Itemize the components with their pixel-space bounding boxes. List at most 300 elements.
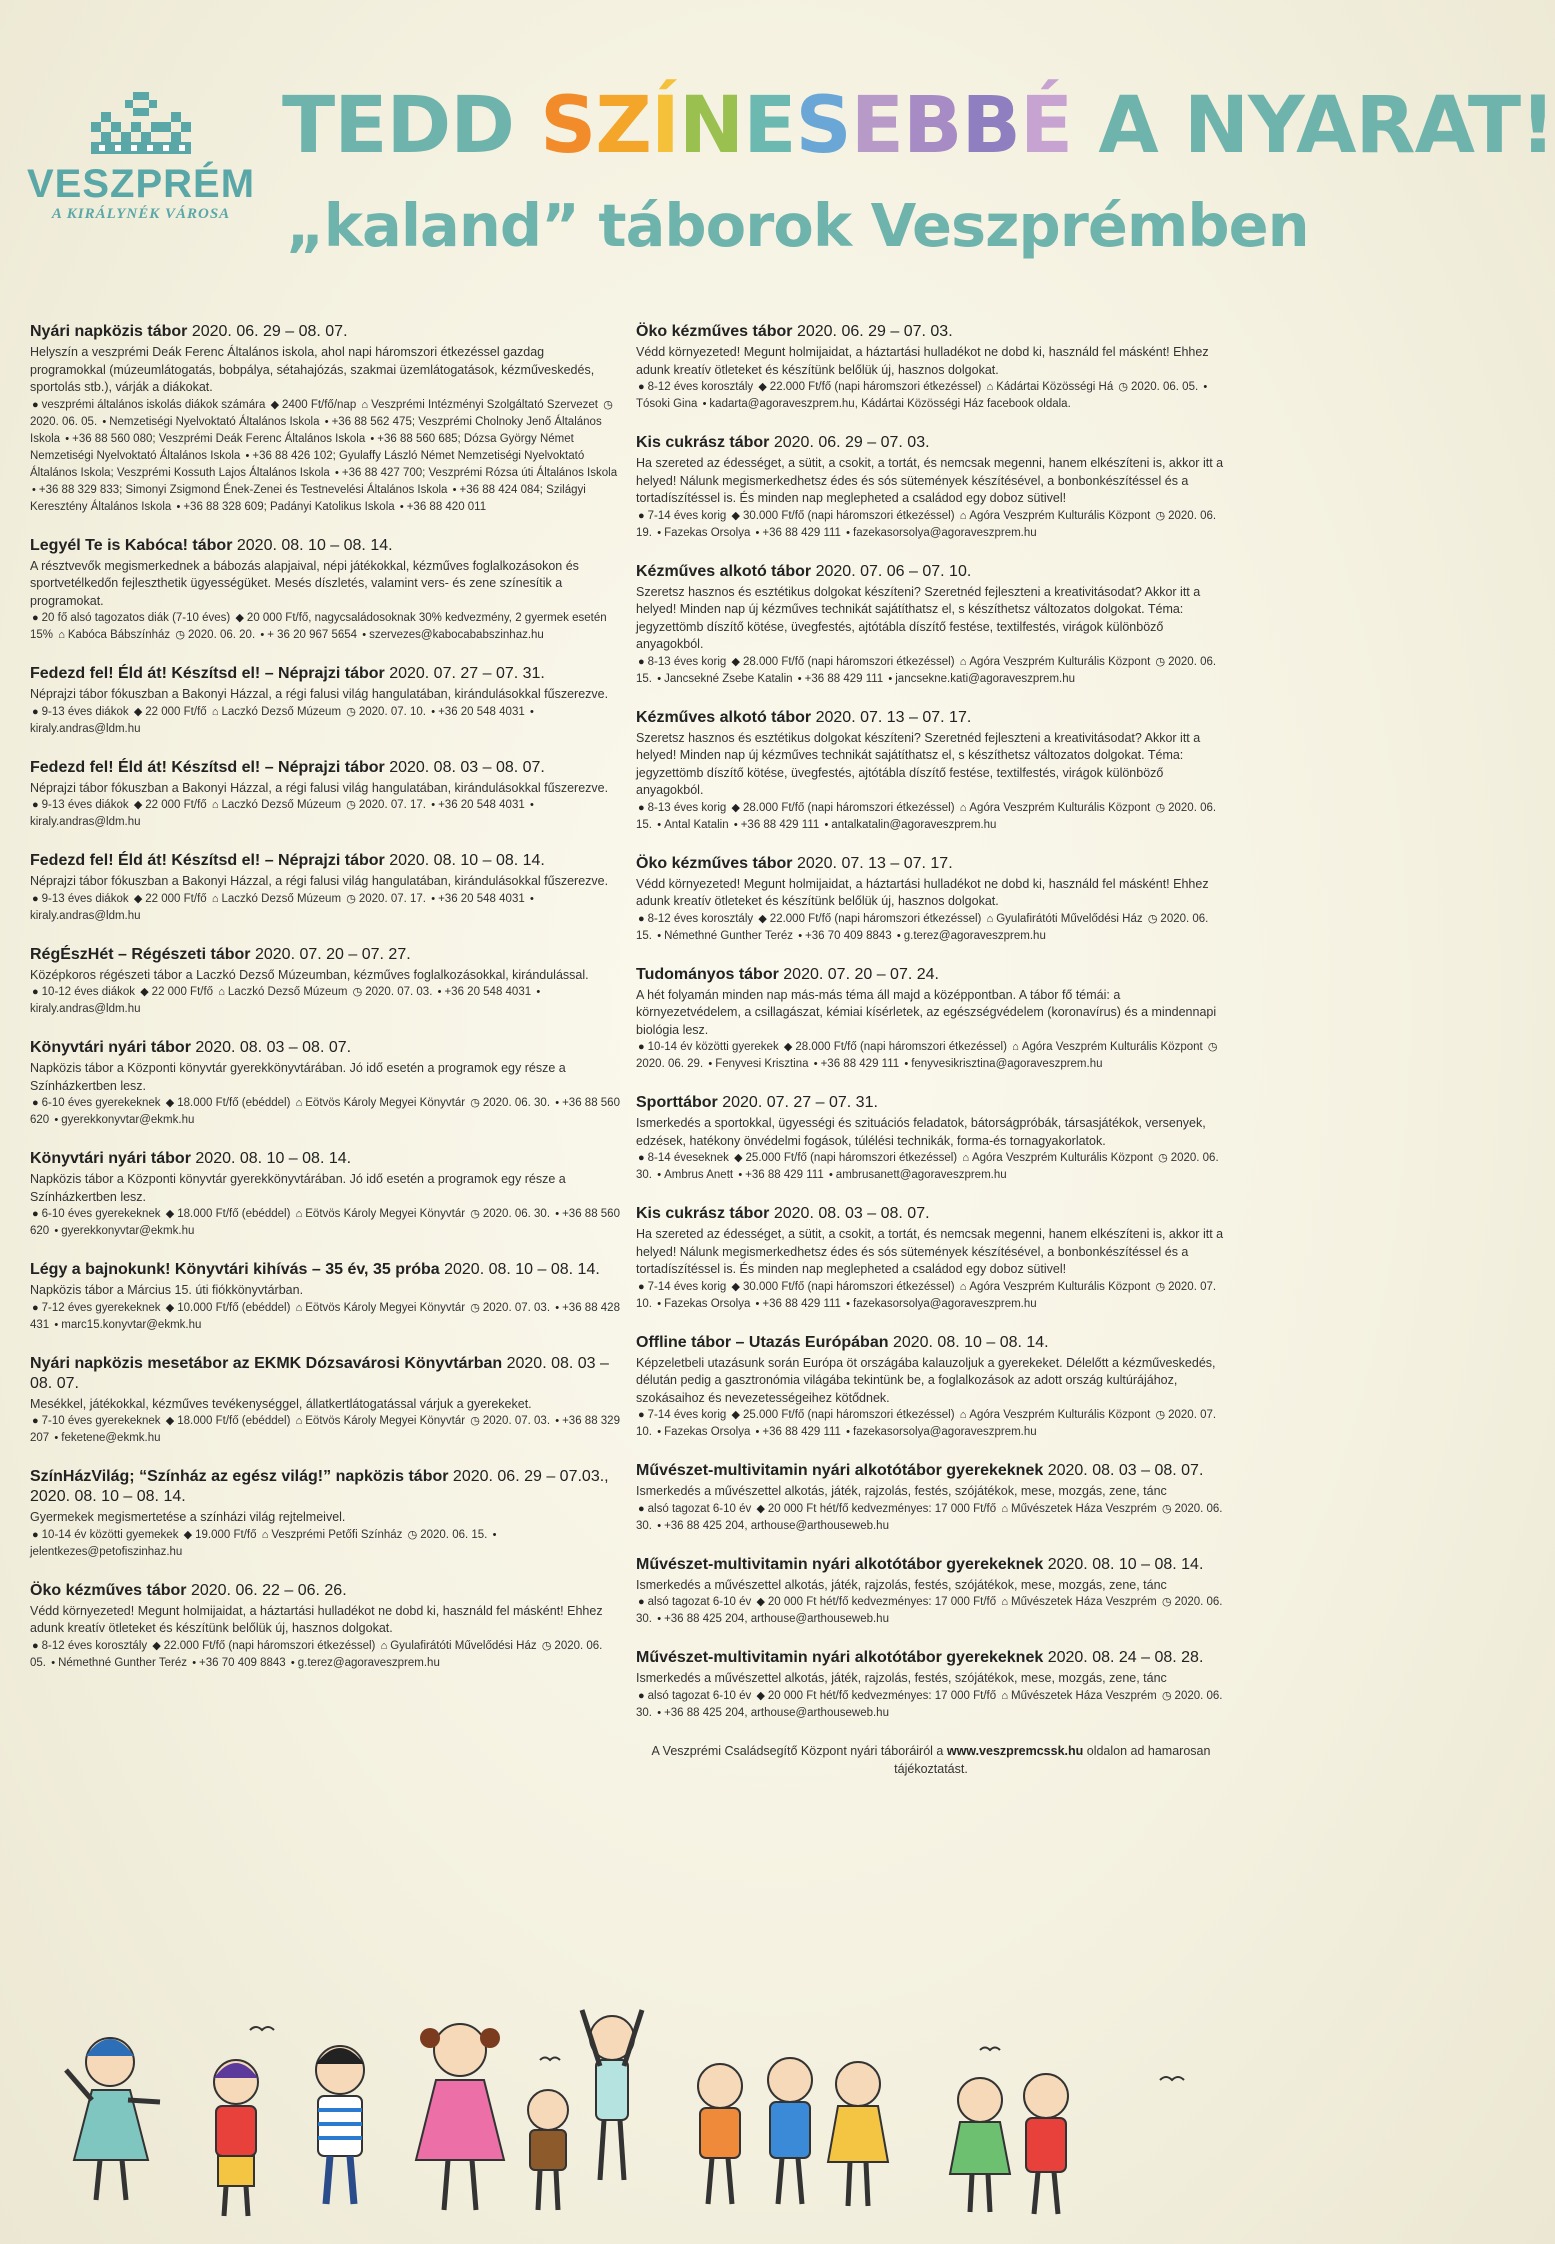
detail-value[interactable]: kadarta@agoraveszprem.hu, Kádártai Közösségi Ház facebook oldala. [709, 398, 1071, 410]
camp-date: 2020. 08. 03 – 08. 07. [1047, 1462, 1204, 1479]
detail-value[interactable]: kiraly.andras@ldm.hu [30, 1003, 141, 1015]
camp-date: 2020. 06. 29 – 07. 03. [773, 434, 930, 451]
detail-value: 8-12 éves korosztály [647, 381, 754, 393]
camp-date: 2020. 06. 22 – 06. 26. [190, 1581, 347, 1599]
headline-pre: TEDD [282, 81, 541, 171]
camp-title [30, 1467, 620, 1507]
left-column [30, 322, 620, 1692]
camp-name: Könyvtári nyári tábor [30, 1039, 191, 1056]
detail-icon: • [260, 629, 265, 641]
detail-value[interactable]: fenyvesikrisztina@agoraveszprem.hu [911, 1058, 1103, 1070]
detail-value: Művészetek Háza Veszprém [1011, 1596, 1157, 1608]
detail-value[interactable]: +36 88 425 204, arthouse@arthouseweb.hu [664, 1613, 889, 1625]
detail-value[interactable]: jelentkezes@petofiszinhaz.hu [30, 1545, 183, 1558]
headline-rainbow-word [540, 81, 1072, 171]
detail-icon: ◆ [165, 1301, 175, 1314]
camp-date: 2020. 07. 13 – 07. 17. [796, 854, 953, 872]
camp-details [636, 1039, 1226, 1073]
detail-value: Laczkó Dezső Múzeum [221, 705, 342, 718]
camp-details [30, 1095, 620, 1129]
detail-icon: ◆ [165, 1415, 175, 1427]
detail-icon: ◆ [758, 912, 767, 925]
detail-value: 22 000 Ft/fő [145, 892, 207, 905]
detail-icon: • [813, 1058, 818, 1070]
detail-icon: ⌂ [295, 1208, 303, 1220]
camp-description: Napközis tábor a Központi könyvtár gyerekkönyvtárában. Jó idő esetén a programok egy része a Színházkertben lesz. [30, 1061, 566, 1093]
detail-icon: ⌂ [986, 912, 994, 925]
camp-date: 2020. 07. 06 – 07. 10. [815, 562, 972, 580]
detail-icon: ● [32, 705, 39, 718]
detail-value[interactable]: antalkatalin@agoraveszprem.hu [831, 818, 997, 831]
camp-details [30, 704, 620, 738]
detail-value: Művészetek Háza Veszprém [1011, 1689, 1157, 1702]
detail-value: 2020. 07. 10. [358, 705, 427, 718]
camp-title [636, 854, 1226, 874]
detail-value: +36 88 429 111 [804, 672, 884, 685]
detail-value[interactable]: gyerekkonyvtar@ekmk.hu [61, 1225, 195, 1237]
detail-icon: ● [32, 1097, 39, 1109]
detail-icon: ● [32, 1301, 39, 1314]
camp-name: Légy a bajnokunk! Könyvtári kihívás – 35 év, 35 próba [30, 1261, 440, 1278]
detail-value: 2020. 06. 05. [30, 1639, 603, 1669]
detail-icon: • [492, 1528, 497, 1541]
detail-value[interactable]: gyerekkonyvtar@ekmk.hu [61, 1114, 195, 1126]
detail-value: 22 000 Ft/fő [145, 799, 207, 811]
detail-icon: ⌂ [361, 398, 369, 411]
detail-icon: • [437, 986, 442, 998]
detail-value: +36 70 409 8843 [199, 1656, 286, 1669]
detail-icon: • [54, 1114, 59, 1126]
camp-title [30, 945, 620, 965]
detail-icon: ◆ [756, 1689, 765, 1702]
camp-title [636, 1093, 1226, 1113]
camp-entry [30, 322, 620, 516]
camp-entry [30, 851, 620, 925]
detail-value: 2020. 07. 03. [482, 1301, 551, 1314]
detail-icon: ⌂ [211, 705, 219, 718]
detail-icon: ◆ [758, 381, 767, 393]
detail-value: +36 88 429 111 [745, 1169, 824, 1181]
detail-value: +36 88 428 431 [30, 1301, 620, 1331]
detail-value[interactable]: g.terez@agoraveszprem.hu [903, 929, 1046, 942]
camp-details [30, 1300, 620, 1334]
detail-icon: ⌂ [1012, 1041, 1019, 1053]
detail-value: 2020. 07. 03. [365, 986, 433, 998]
detail-icon: ◆ [783, 1041, 793, 1053]
detail-value: 8-12 éves korosztály [647, 912, 754, 925]
detail-value: Laczkó Dezső Múzeum [227, 986, 348, 998]
detail-value: 2020. 06. 15. [636, 655, 1217, 685]
detail-icon: ◷ [407, 1528, 418, 1541]
camp-description: Szeretsz hasznos és esztétikus dolgokat készíteni? Szeretnéd fejleszteni a kreativitásodat? Akkor itt a helyed! Minden nap új kézműves technikát sajátíthatsz el, s készíthetsz változatos dolgokat. Téma: jegyzettömb díszítő kötése, üvegfestés, ajtótábla díszítő festése, textilfestés, virágok különböző anyagokból. [636, 730, 1201, 797]
detail-icon: ● [638, 509, 645, 522]
camp-name: Művészet-multivitamin nyári alkotótábor gyerekeknek [636, 1555, 1044, 1573]
detail-icon: ◆ [165, 1097, 175, 1109]
camp-name: Fedezd fel! Éld át! Készítsd el! – Néprajzi tábor [30, 758, 385, 776]
camp-entry [636, 322, 1226, 413]
kid-figure [528, 2090, 568, 2210]
footer-link[interactable]: www.veszpremcssk.hu [946, 1743, 1084, 1758]
detail-icon: ● [32, 1415, 39, 1427]
detail-value: 2020. 06. 19. [636, 509, 1217, 539]
camp-details [636, 1279, 1226, 1313]
detail-value: 7-14 éves korig [647, 1409, 727, 1421]
detail-icon: ◷ [1147, 912, 1158, 925]
camp-description: Képzeletbeli utazásunk során Európa öt országába kalauzoljuk a gyerekeket. Délelőtt a kézműveskedés, délután pedig a gasztronómia világába tekintünk be, a foglalkozások az adott ország kultúrájához, szokásaihoz és nevezetességeihez kötődnek. [636, 1355, 1216, 1405]
detail-value: + 36 20 967 5654 [267, 629, 358, 641]
camp-name: Kézműves alkotó tábor [636, 562, 812, 580]
camp-name: Öko kézműves tábor [636, 854, 793, 872]
camp-description: Ha szereted az édességet, a sütit, a csokit, a tortát, és nemcsak megenni, hanem elkészíteni is, akkor itt a helyed! Nálunk megismerkedhetsz édes és sós sütemények készítésével, a bonbonkészítéssel és a tortadíszítéssel is. És minden nap meglepheted a családod egy doboz sütivel! [636, 1227, 1224, 1276]
camp-details [30, 797, 620, 831]
detail-value: 10.000 Ft/fő (ebéddel) [177, 1301, 291, 1314]
detail-value: +36 88 329 833; Simonyi Zsigmond Ének-Zenei és Testnevelési Általános Iskola [38, 483, 448, 496]
kid-figure [828, 2062, 888, 2206]
detail-value: 25.000 Ft/fő (napi háromszori étkezéssel) [745, 1152, 958, 1164]
detail-icon: ◷ [1155, 1409, 1166, 1421]
detail-icon: ◆ [152, 1639, 161, 1652]
camp-title [30, 322, 620, 342]
camp-title [636, 708, 1226, 728]
detail-value[interactable]: jancsekne.kati@agoraveszprem.hu [895, 672, 1076, 685]
camp-description: A résztvevők megismerkednek a bábozás alapjaival, népi játékokkal, kézműves foglalkozásokon és sportvetélkedőn fejleszthetik ügyességüket. Mesés díszletés, valamint vers- és zene színesítik a programokat. [30, 558, 579, 608]
detail-icon: • [1203, 381, 1208, 393]
detail-value: Kabóca Bábszínház [67, 629, 171, 641]
detail-value: 20 fő alsó tagozatos diák (7-10 éves) [41, 612, 231, 624]
camp-date: 2020. 08. 03 – 08. 07. [30, 1354, 609, 1392]
camp-description: Szeretsz hasznos és esztétikus dolgokat készíteni? Szeretnéd fejleszteni a kreativitásodat? Akkor itt a helyed! Minden nap új kézműves technikát sajátíthatsz el, s készíthetsz változatos dolgokat. Téma: jegyzettömb díszítő kötése, üvegfestés, ajtótábla díszítő festése, textilfestés, virágok különböző anyagokból. [636, 584, 1201, 651]
detail-icon: ⌂ [295, 1097, 303, 1109]
detail-icon: • [846, 526, 851, 539]
detail-icon: ◷ [470, 1208, 480, 1220]
camp-date: 2020. 06. 29 – 07. 03. [796, 323, 953, 340]
detail-icon: ● [638, 1041, 645, 1053]
detail-icon: • [657, 1169, 662, 1181]
camp-title [30, 1354, 620, 1394]
detail-icon: ● [638, 655, 645, 668]
detail-icon: ◷ [1155, 509, 1166, 522]
detail-value[interactable]: feketene@ekmk.hu [61, 1432, 161, 1444]
rainbow-letter: B [902, 81, 962, 171]
detail-icon: • [65, 432, 70, 445]
camp-title [30, 1038, 620, 1058]
detail-value: 2020. 06. 30. [636, 1502, 1223, 1532]
camp-title [30, 1149, 620, 1169]
detail-icon: ● [32, 892, 39, 905]
detail-value: Fazekas Orsolya [664, 1297, 751, 1310]
camp-name: Kézműves alkotó tábor [636, 708, 812, 726]
detail-icon: ◷ [603, 398, 613, 411]
detail-icon: ◆ [734, 1152, 743, 1164]
detail-value: 30.000 Ft/fő (napi háromszori étkezéssel) [742, 1280, 955, 1293]
camp-date: 2020. 08. 10 – 08. 14. [389, 852, 545, 869]
camp-date: 2020. 08. 24 – 08. 28. [1047, 1649, 1204, 1666]
camp-details [636, 1407, 1226, 1441]
detail-value: Agóra Veszprém Kulturális Központ [971, 1152, 1153, 1164]
detail-icon: • [245, 449, 250, 462]
detail-icon: • [896, 929, 901, 942]
detail-value: Fazekas Orsolya [664, 1426, 751, 1438]
camp-entry [30, 1149, 620, 1240]
detail-icon: ● [638, 801, 645, 814]
detail-icon: ⌂ [959, 801, 967, 814]
detail-value: +36 20 548 4031 [444, 986, 532, 998]
camp-entry [636, 708, 1226, 834]
detail-value[interactable]: szervezes@kabocababszinhaz.hu [369, 629, 544, 641]
camp-entry [636, 1461, 1226, 1535]
detail-value: Eötvös Károly Megyei Könyvtár [305, 1415, 466, 1427]
detail-value: Antal Katalin [664, 818, 729, 831]
detail-icon: • [888, 672, 893, 685]
detail-icon: ● [638, 1152, 645, 1164]
camp-date: 2020. 06. 29 – 07.03., 2020. 08. 10 – 08. 14. [30, 1468, 609, 1505]
camp-details [30, 1527, 620, 1561]
right-column [636, 322, 1226, 1778]
detail-icon: ● [638, 912, 645, 925]
detail-value[interactable]: g.terez@agoraveszprem.hu [297, 1656, 440, 1669]
detail-icon: • [529, 892, 534, 905]
detail-icon: • [555, 1208, 560, 1220]
detail-value[interactable]: fazekasorsolya@agoraveszprem.hu [853, 526, 1037, 539]
detail-icon: ◷ [346, 892, 356, 905]
camp-date: 2020. 08. 03 – 08. 07. [389, 758, 545, 776]
detail-icon: • [399, 500, 404, 513]
detail-value: +36 88 562 475; Veszprémi Cholnoky Jenő Általános Iskola [30, 415, 602, 445]
detail-icon: • [536, 986, 541, 998]
detail-icon: • [529, 705, 534, 718]
camp-entry [30, 758, 620, 832]
camp-date: 2020. 08. 10 – 08. 14. [892, 1333, 1049, 1351]
detail-icon: ◷ [470, 1301, 480, 1314]
camp-name: Sporttábor [636, 1094, 718, 1111]
detail-icon: ● [638, 381, 645, 393]
detail-value: 9-13 éves diákok [41, 892, 129, 905]
camp-description: Védd környezeted! Megunt holmijaidat, a háztartási hulladékot ne dobd ki, használd fel másként! Ehhez adunk kreatív ötleteket és készítünk belőlük új, hasznos dolgokat. [636, 345, 1209, 377]
camp-name: Művészet-multivitamin nyári alkotótábor gyerekeknek [636, 1649, 1044, 1666]
detail-value[interactable]: kiraly.andras@ldm.hu [30, 722, 141, 735]
detail-value[interactable]: fazekasorsolya@agoraveszprem.hu [853, 1297, 1037, 1310]
camp-entry [30, 1038, 620, 1129]
detail-icon: • [555, 1097, 560, 1109]
detail-icon: • [828, 1169, 833, 1181]
camp-title [30, 664, 620, 684]
logo-tagline: A KIRÁLYNÉK VÁROSA [51, 206, 231, 222]
detail-value: 2020. 07. 17. [358, 799, 427, 811]
detail-icon: ● [638, 1689, 645, 1702]
logo-name: VESZPRÉM [26, 162, 256, 206]
camp-date: 2020. 08. 10 – 08. 14. [1047, 1555, 1204, 1573]
detail-value: 2020. 06. 20. [188, 629, 256, 641]
detail-icon: ◷ [1155, 801, 1166, 814]
detail-icon: • [335, 466, 339, 479]
detail-icon: ⌂ [959, 509, 967, 522]
camp-title [636, 1555, 1226, 1575]
detail-icon: • [192, 1656, 197, 1669]
camp-date: 2020. 08. 03 – 08. 07. [195, 1039, 352, 1056]
detail-icon: • [32, 483, 36, 496]
detail-icon: • [657, 1706, 662, 1719]
detail-value: alsó tagozat 6-10 év [647, 1596, 752, 1608]
detail-icon: ◆ [133, 892, 143, 905]
detail-value: 6-10 éves gyerekeknek [41, 1097, 161, 1109]
detail-icon: • [733, 818, 738, 831]
detail-icon: ◆ [756, 1502, 765, 1515]
detail-value: 8-13 éves korig [647, 801, 727, 814]
camp-description: Napközis tábor a Március 15. úti fiókkönyvtárban. [30, 1283, 304, 1297]
rainbow-letter: S [795, 81, 851, 171]
camp-entry [30, 664, 620, 738]
detail-icon: ◷ [352, 986, 363, 998]
detail-value[interactable]: kiraly.andras@ldm.hu [30, 909, 141, 922]
detail-icon: ● [32, 1639, 39, 1652]
camp-date: 2020. 08. 10 – 08. 14. [195, 1150, 352, 1167]
detail-value: 9-13 éves diákok [41, 705, 129, 718]
camp-entry [30, 1260, 620, 1334]
kid-figure [582, 2010, 642, 2180]
detail-value: Agóra Veszprém Kulturális Központ [969, 655, 1151, 668]
camp-entry [636, 433, 1226, 542]
detail-icon: • [370, 432, 375, 445]
children-illustration [0, 1990, 1252, 2244]
detail-icon: • [657, 1297, 662, 1310]
detail-value: +36 88 429 111 [820, 1058, 900, 1070]
detail-value: +36 88 429 111 [762, 526, 841, 539]
detail-value: Kádártai Közösségi Há [996, 381, 1114, 393]
detail-icon: ● [638, 1596, 645, 1608]
detail-icon: ● [32, 799, 39, 811]
detail-value: Eötvös Károly Megyei Könyvtár [305, 1097, 466, 1109]
detail-value: Némethné Gunther Teréz [58, 1656, 187, 1669]
detail-icon: ◆ [731, 655, 740, 668]
detail-icon: • [657, 526, 662, 539]
detail-value: 7-10 éves gyerekeknek [41, 1415, 161, 1427]
detail-icon: • [755, 1297, 760, 1310]
detail-icon: • [54, 1225, 59, 1237]
detail-value[interactable]: +36 88 425 204, arthouse@arthouseweb.hu [664, 1519, 889, 1532]
camp-title [30, 536, 620, 556]
detail-icon: ⌂ [1001, 1689, 1008, 1702]
camp-title [30, 1260, 620, 1280]
detail-value: 6-10 éves gyerekeknek [41, 1208, 161, 1220]
detail-value: 10-14 év közötti gyerekek [647, 1041, 779, 1053]
camp-description: Ismerkedés a művészettel alkotás, játék, rajzolás, festés, szójátékok, mese, mozgás, zene, tánc [636, 1577, 1167, 1592]
detail-value: Művészetek Háza Veszprém [1011, 1502, 1157, 1515]
camp-date: 2020. 08. 03 – 08. 07. [773, 1205, 930, 1222]
detail-icon: • [290, 1656, 295, 1669]
camp-details [636, 1150, 1226, 1184]
headline-post: A NYARAT! [1072, 81, 1555, 171]
detail-icon: • [755, 1426, 760, 1438]
detail-icon: ● [638, 1280, 645, 1293]
camp-date: 2020. 07. 20 – 07. 27. [254, 945, 411, 963]
detail-icon: ◆ [731, 509, 740, 522]
camp-title [636, 1461, 1226, 1481]
detail-value: 22 000 Ft/fő [151, 986, 214, 998]
detail-icon: ⌂ [58, 629, 65, 641]
rainbow-letter: E [850, 81, 903, 171]
detail-value: +36 88 560 685; Dózsa György Német Nemzetiségi Nyelvoktató Általános Iskola [30, 432, 574, 462]
detail-icon: ◷ [541, 1639, 552, 1652]
camp-entry [30, 1467, 620, 1561]
camp-name: Öko kézműves tábor [636, 323, 793, 340]
detail-value: Agóra Veszprém Kulturális Központ [969, 1409, 1151, 1421]
camp-title [30, 1581, 620, 1601]
camp-details [636, 911, 1226, 945]
camp-date: 2020. 08. 10 – 08. 14. [444, 1261, 600, 1278]
detail-value: Agóra Veszprém Kulturális Központ [1021, 1041, 1203, 1053]
camp-title [636, 1648, 1226, 1668]
detail-value: Agóra Veszprém Kulturális Központ [969, 1280, 1151, 1293]
detail-value[interactable]: ambrusanett@agoraveszprem.hu [835, 1169, 1007, 1181]
camp-description: Védd környezeted! Megunt holmijaidat, a háztartási hulladékot ne dobd ki, használd fel másként! Ehhez adunk kreatív ötleteket és készítünk belőlük új, hasznos dolgokat. [30, 1603, 603, 1635]
camp-description: Néprajzi tábor fókuszban a Bakonyi Házzal, a régi falusi világ hangulatában, kirándulásokkal fűszerezve. [30, 780, 609, 795]
detail-value: Laczkó Dezső Múzeum [221, 799, 342, 811]
detail-value: 22 000 Ft/fő [145, 705, 207, 718]
detail-value[interactable]: kiraly.andras@ldm.hu [30, 816, 141, 828]
detail-value: 28.000 Ft/fő (napi háromszori étkezéssel) [742, 655, 955, 668]
camp-title [636, 562, 1226, 582]
camp-name: Nyári napközis tábor [30, 323, 188, 340]
detail-value: 2020. 06. 30. [482, 1208, 551, 1220]
detail-icon: ◷ [1161, 1596, 1172, 1608]
detail-value: 2020. 07. 10. [636, 1280, 1217, 1310]
camp-date: 2020. 06. 29 – 08. 07. [191, 323, 348, 340]
detail-icon: ◆ [756, 1596, 765, 1608]
camp-details [636, 379, 1226, 413]
detail-icon: • [529, 799, 534, 811]
detail-value: 2020. 06. 15. [636, 912, 1209, 942]
camp-name: Könyvtári nyári tábor [30, 1150, 191, 1167]
detail-value: 2020. 06. 30. [636, 1596, 1223, 1625]
detail-icon: ⌂ [218, 986, 225, 998]
camp-name: Fedezd fel! Éld át! Készítsd el! – Néprajzi tábor [30, 665, 385, 682]
detail-value[interactable]: marc15.konyvtar@ekmk.hu [61, 1318, 202, 1331]
footer-text: A Veszprémi Családsegítő Központ nyári táboráiról a [651, 1743, 947, 1758]
detail-value: 2020. 07. 03. [482, 1415, 551, 1427]
detail-value: 25.000 Ft/fő (napi háromszori étkezéssel) [742, 1409, 955, 1421]
detail-value: Fenyvesi Krisztina [715, 1058, 809, 1070]
camp-name: Kis cukrász tábor [636, 434, 770, 451]
detail-icon: ◆ [731, 1280, 740, 1293]
detail-icon: ◷ [346, 705, 356, 718]
detail-value[interactable]: fazekasorsolya@agoraveszprem.hu [853, 1426, 1037, 1438]
detail-value[interactable]: +36 88 425 204, arthouse@arthouseweb.hu [664, 1706, 889, 1719]
detail-value: Laczkó Dezső Múzeum [221, 892, 342, 905]
detail-icon: ● [32, 398, 39, 411]
detail-value: +36 88 429 111 [762, 1297, 841, 1310]
camp-details [30, 397, 620, 516]
detail-value: +36 88 427 700; Veszprémi Rózsa úti Általános Iskola [341, 466, 618, 479]
detail-icon: • [555, 1415, 560, 1427]
detail-value: +36 20 548 4031 [438, 705, 525, 718]
detail-value: +36 88 329 207 [30, 1415, 620, 1444]
detail-icon: ◷ [1158, 1152, 1168, 1164]
camp-date: 2020. 07. 13 – 07. 17. [815, 708, 972, 726]
detail-value: 8-13 éves korig [647, 655, 727, 668]
detail-value: +36 20 548 4031 [438, 799, 525, 811]
detail-icon: ◷ [1207, 1041, 1218, 1053]
detail-icon: ◆ [270, 398, 280, 411]
detail-icon: • [755, 526, 760, 539]
detail-icon: ◷ [1155, 1280, 1166, 1293]
detail-icon: • [846, 1426, 851, 1438]
camp-date: 2020. 07. 27 – 07. 31. [722, 1094, 878, 1111]
camp-entry [636, 1333, 1226, 1442]
camp-title [636, 433, 1226, 453]
detail-icon: ◆ [140, 986, 149, 998]
kid-figure [698, 2064, 742, 2204]
detail-icon: ⌂ [211, 799, 219, 811]
